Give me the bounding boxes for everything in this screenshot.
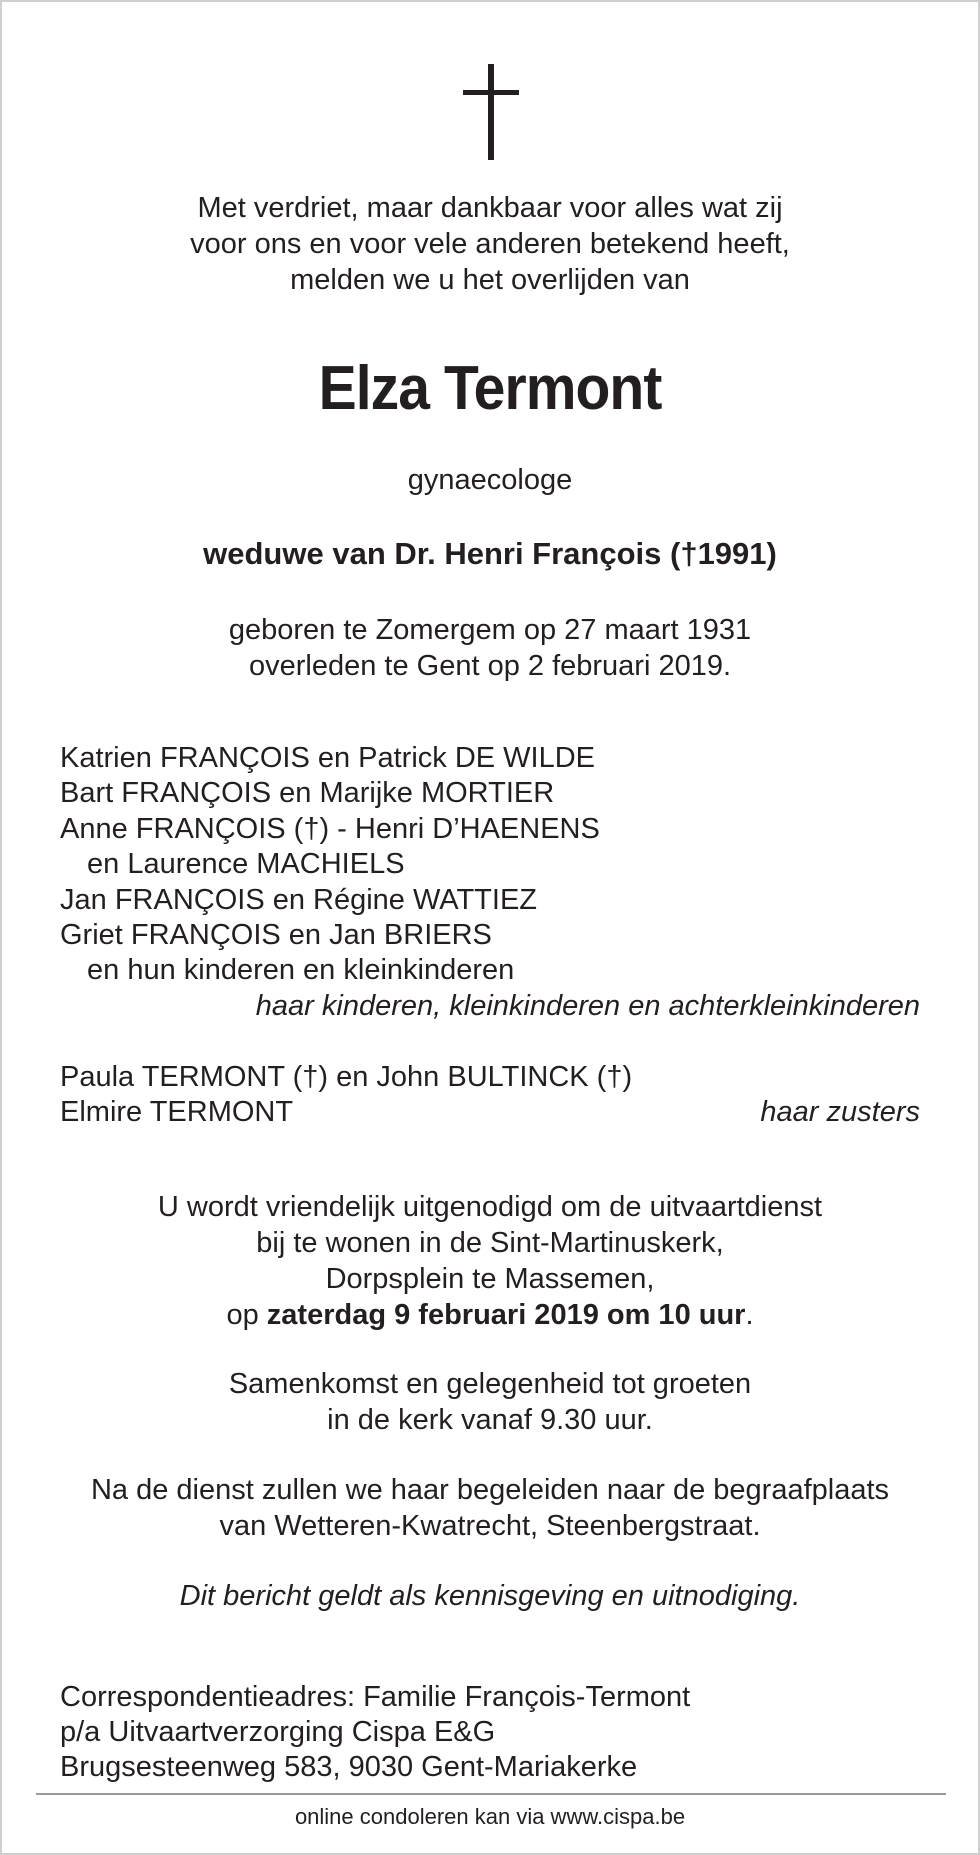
widow-line: weduwe van Dr. Henri François (†1991)	[203, 536, 777, 571]
address-line: p/a Uitvaartverzorging Cispa E&G	[60, 1716, 496, 1748]
intro-line: voor ons en voor vele anderen betekend heeft,	[190, 228, 790, 260]
funeral-date-line	[2, 1297, 978, 1333]
funeral-date: zaterdag 9 februari 2019 om 10 uur	[266, 1299, 746, 1331]
deceased-name: Elza Termont	[318, 354, 662, 423]
gathering-line: Samenkomst en gelegenheid tot groeten	[228, 1368, 752, 1400]
footer-divider	[36, 1793, 946, 1795]
funeral-invitation	[2, 1189, 978, 1333]
family-member: en Laurence MACHIELS	[87, 848, 405, 881]
sister: Elmire TERMONT	[60, 1095, 294, 1128]
cross-icon	[463, 64, 519, 160]
invite-line: bij te wonen in de Sint-Martinuskerk,	[256, 1227, 724, 1259]
notice-text: Dit bericht geldt als kennisgeving en uitnodiging.	[179, 1580, 801, 1612]
invite-line: Dorpsplein te Massemen,	[325, 1263, 655, 1295]
family-member: Bart FRANÇOIS en Marijke MORTIER	[60, 777, 555, 810]
gathering-text	[2, 1366, 978, 1438]
correspondence-address	[60, 1680, 690, 1785]
children-relation: haar kinderen, kleinkinderen en achterkleinkinderen	[255, 989, 920, 1022]
online-condolence-link[interactable]: online condoleren kan via www.cispa.be	[294, 1804, 686, 1829]
family-member: Anne FRANÇOIS (†) - Henri D’HAENENS	[60, 812, 600, 845]
intro-line: melden we u het overlijden van	[290, 264, 690, 296]
family-list	[60, 741, 920, 1130]
family-member: Griet FRANÇOIS en Jan BRIERS	[60, 918, 492, 951]
intro-text	[2, 190, 978, 298]
burial-line: van Wetteren-Kwatrecht, Steenbergstraat.	[219, 1510, 761, 1542]
birth-line: geboren te Zomergem op 27 maart 1931	[228, 614, 752, 646]
address-line: Brugsesteenweg 583, 9030 Gent-Mariakerke	[60, 1751, 638, 1783]
intro-line: Met verdriet, maar dankbaar voor alles wat zij	[197, 192, 783, 224]
date-suffix: .	[745, 1299, 754, 1331]
death-line: overleden te Gent op 2 februari 2019.	[248, 650, 732, 682]
invite-line: U wordt vriendelijk uitgenodigd om de uitvaartdienst	[157, 1191, 823, 1223]
burial-text	[2, 1472, 978, 1544]
date-prefix: op	[226, 1299, 267, 1331]
family-member: Katrien FRANÇOIS en Patrick DE WILDE	[60, 742, 596, 774]
sisters-relation: haar zusters	[760, 1095, 920, 1128]
burial-line: Na de dienst zullen we haar begeleiden naar de begraafplaats	[90, 1474, 890, 1506]
address-line: Correspondentieadres: Familie François-Termont	[60, 1681, 691, 1713]
profession: gynaecologe	[407, 464, 573, 496]
gathering-line: in de kerk vanaf 9.30 uur.	[327, 1404, 653, 1436]
birth-death-dates	[2, 612, 978, 684]
family-member: Jan FRANÇOIS en Régine WATTIEZ	[60, 883, 538, 916]
family-member: en hun kinderen en kleinkinderen	[87, 954, 515, 987]
sister: Paula TERMONT (†) en John BULTINCK (†)	[60, 1060, 633, 1093]
